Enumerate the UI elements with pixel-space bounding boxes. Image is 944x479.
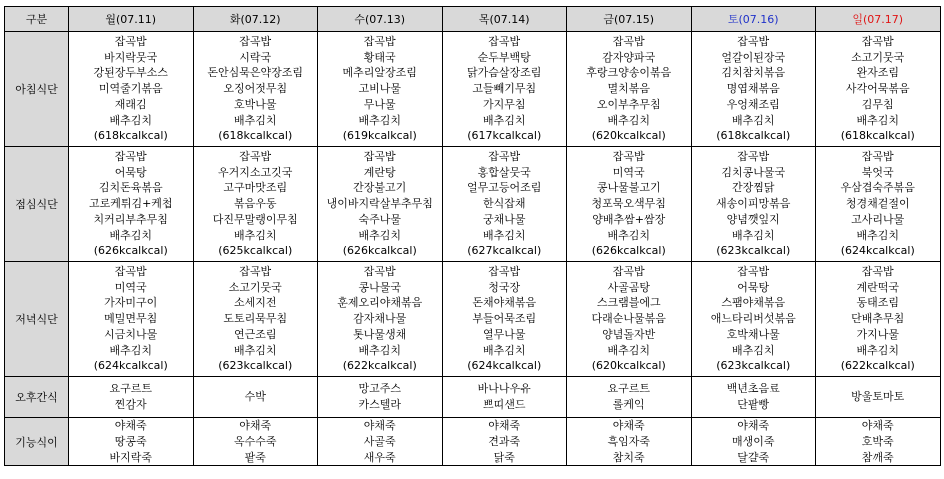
- menu-item: 야채죽: [114, 419, 147, 432]
- menu-item: (623kcalkcal): [218, 359, 293, 373]
- menu-item: 오징어젓무침: [223, 82, 288, 96]
- menu-item: 콩나물국: [358, 280, 401, 294]
- menu-item: 카스텔라: [358, 398, 401, 411]
- menu-item: 배추김치: [109, 113, 152, 127]
- menu-cell-fri: [567, 32, 692, 147]
- menu-item: (626kcalkcal): [93, 244, 168, 258]
- menu-item: 미역국: [612, 165, 645, 179]
- menu-cell-mon: [69, 262, 194, 377]
- meal-label: 저녁식단: [5, 262, 69, 377]
- menu-item: 고비나물: [358, 82, 401, 96]
- menu-item: 미역국: [114, 280, 147, 294]
- menu-item: 닭죽: [493, 450, 515, 464]
- menu-item: 야채죽: [737, 419, 770, 432]
- menu-item: 수박: [244, 390, 266, 404]
- menu-item: 도토리묵무침: [223, 312, 288, 326]
- menu-item: 배추김치: [731, 228, 775, 242]
- menu-item: 우거지소고깃국: [218, 165, 293, 179]
- menu-item: 땅콩죽: [114, 434, 147, 448]
- header-row: [5, 7, 941, 32]
- menu-item: 가자미구이: [104, 296, 158, 310]
- menu-item: 배추김치: [731, 343, 775, 357]
- menu-item: 흑임자죽: [607, 434, 650, 448]
- menu-item: 배추김치: [731, 113, 775, 127]
- menu-item: 단팥빵: [737, 398, 770, 411]
- meal-label: 오후간식: [5, 377, 69, 418]
- menu-item: 무나물: [363, 97, 396, 111]
- menu-item: 김무침: [861, 97, 894, 111]
- menu-cell-wed: [318, 262, 443, 377]
- menu-item: 바지락뭇국: [104, 50, 158, 64]
- meal-row: [5, 32, 941, 147]
- menu-item: 요구르트: [607, 382, 650, 396]
- menu-item: 스팸야채볶음: [721, 296, 786, 310]
- menu-item: 옥수수죽: [233, 434, 277, 448]
- menu-item: (619kcalkcal): [342, 129, 417, 143]
- menu-item: (622kcalkcal): [342, 359, 417, 373]
- menu-cell-sun: [816, 32, 941, 147]
- menu-item: 배추김치: [856, 113, 899, 127]
- menu-cell-tue: [193, 262, 318, 377]
- menu-item: 계란떡국: [856, 280, 899, 294]
- menu-item: 냉이바지락살부추무침: [326, 197, 433, 211]
- menu-cell-sat: [691, 32, 816, 147]
- menu-cell-tue: [193, 147, 318, 262]
- menu-item: 스크램블에그: [596, 296, 661, 310]
- menu-cell-fri: [567, 262, 692, 377]
- menu-item: 계란탕: [363, 165, 396, 179]
- menu-item: 양념돌자반: [602, 327, 656, 341]
- menu-item: 방울토마토: [851, 390, 905, 404]
- menu-item: 잡곡밥: [861, 149, 894, 163]
- menu-item: 메밀면무침: [104, 312, 158, 326]
- menu-item: 소고기뭇국: [851, 50, 905, 64]
- menu-cell-sat: [691, 147, 816, 262]
- menu-item: 견과죽: [488, 434, 521, 448]
- menu-item: 소고기뭇국: [228, 280, 282, 294]
- menu-item: 배추김치: [482, 343, 526, 357]
- menu-item: 잡곡밥: [114, 149, 147, 163]
- meal-row: [5, 377, 941, 418]
- menu-item: 어묵탕: [737, 280, 770, 294]
- menu-item: 완자조림: [856, 66, 899, 80]
- menu-item: 잡곡밥: [363, 264, 396, 278]
- menu-item: 시금치나물: [104, 327, 158, 341]
- menu-item: 요구르트: [109, 382, 152, 396]
- menu-cell-tue: [193, 418, 318, 466]
- menu-item: 간장찜닭: [731, 181, 775, 195]
- menu-item: 바나나우유: [477, 382, 531, 396]
- menu-item: 고로케튀김+케첩: [88, 197, 173, 211]
- menu-cell-wed: [318, 418, 443, 466]
- menu-item: 매생이죽: [731, 434, 775, 448]
- menu-item: 야채죽: [239, 419, 272, 432]
- menu-item: 배추김치: [482, 113, 526, 127]
- menu-item: 배추김치: [358, 343, 401, 357]
- menu-item: 감자채나물: [353, 312, 407, 326]
- meal-row: [5, 262, 941, 377]
- menu-item: 숙주나물: [358, 212, 401, 226]
- menu-item: 잡곡밥: [114, 34, 147, 48]
- menu-item: 청포묵오색무침: [591, 197, 666, 211]
- menu-item: 잡곡밥: [363, 149, 396, 163]
- menu-item: 김치참치볶음: [721, 66, 786, 80]
- menu-item: 동태조림: [856, 296, 899, 310]
- menu-item: 훈제오리야채볶음: [337, 296, 423, 310]
- menu-item: 어묵탕: [114, 165, 147, 179]
- day-header-mon: 월(07.11): [69, 7, 194, 32]
- menu-item: (624kcalkcal): [840, 244, 915, 258]
- menu-item: 새송이피망볶음: [716, 197, 791, 211]
- menu-item: 가지나물: [856, 327, 899, 341]
- menu-item: 배추김치: [607, 113, 650, 127]
- menu-item: 사각어묵볶음: [845, 82, 910, 96]
- menu-item: (617kcalkcal): [467, 129, 542, 143]
- menu-item: 잡곡밥: [861, 34, 894, 48]
- menu-item: 명엽채볶음: [726, 82, 780, 96]
- menu-item: 홍합살뭇국: [477, 165, 531, 179]
- menu-item: 미역줄기볶음: [98, 82, 163, 96]
- meal-label: 점심식단: [5, 147, 69, 262]
- meal-row: [5, 147, 941, 262]
- menu-cell-thu: [442, 147, 567, 262]
- menu-item: 배추김치: [607, 228, 650, 242]
- menu-item: 한식잡채: [482, 197, 526, 211]
- menu-item: (623kcalkcal): [716, 359, 791, 373]
- menu-item: 우삼겹숙주볶음: [840, 181, 915, 195]
- day-header-fri: 금(07.15): [567, 7, 692, 32]
- day-header-sun: 일(07.17): [816, 7, 941, 32]
- menu-cell-sun: [816, 262, 941, 377]
- menu-item: 달걀죽: [737, 450, 770, 464]
- menu-item: (618kcalkcal): [93, 129, 168, 143]
- meal-row: [5, 418, 941, 466]
- menu-item: 단배추무침: [851, 312, 905, 326]
- menu-item: 참깨죽: [861, 450, 894, 464]
- menu-item: 잡곡밥: [488, 34, 521, 48]
- menu-item: 후랑크양송이볶음: [586, 66, 672, 80]
- menu-item: 열무나물: [482, 327, 526, 341]
- day-header-tue: 화(07.12): [193, 7, 318, 32]
- menu-cell-mon: [69, 32, 194, 147]
- menu-item: 볶음우동: [233, 197, 277, 211]
- menu-item: 참치죽: [612, 450, 645, 464]
- menu-item: 찐감자: [114, 398, 147, 411]
- menu-item: (626kcalkcal): [591, 244, 666, 258]
- menu-item: 배추김치: [856, 228, 899, 242]
- corner-header: 구분: [5, 7, 69, 32]
- menu-cell-thu: [442, 418, 567, 466]
- menu-cell-wed: [318, 32, 443, 147]
- menu-item: 톳나물생채: [353, 327, 407, 341]
- menu-item: 호박채나물: [726, 327, 780, 341]
- meal-label: 기능식이: [5, 418, 69, 466]
- menu-item: 잡곡밥: [612, 264, 645, 278]
- menu-body: [5, 32, 941, 466]
- menu-cell-tue: [193, 377, 318, 418]
- menu-item: 잡곡밥: [612, 34, 645, 48]
- menu-item: 양념깻잎지: [726, 212, 780, 226]
- menu-cell-sun: [816, 377, 941, 418]
- menu-item: 잡곡밥: [612, 149, 645, 163]
- menu-item: 바지락죽: [109, 450, 152, 464]
- menu-item: 청경채겉절이: [845, 197, 910, 211]
- menu-item: (618kcalkcal): [840, 129, 915, 143]
- menu-item: 김치돈육볶음: [98, 181, 163, 195]
- menu-item: 롤케익: [612, 398, 645, 411]
- menu-item: 다진무말랭이무침: [212, 212, 298, 226]
- menu-item: 황태국: [363, 50, 396, 64]
- menu-item: 사골죽: [363, 434, 396, 448]
- menu-item: (627kcalkcal): [467, 244, 542, 258]
- menu-item: 쁘띠샌드: [482, 398, 526, 411]
- menu-item: 야채죽: [488, 419, 521, 432]
- menu-item: 우엉채조림: [726, 97, 780, 111]
- menu-cell-sun: [816, 147, 941, 262]
- menu-cell-sat: [691, 377, 816, 418]
- menu-cell-wed: [318, 377, 443, 418]
- menu-item: 애느타리버섯볶음: [710, 312, 796, 326]
- menu-item: 고사리나물: [851, 212, 905, 226]
- menu-item: 호박나물: [233, 97, 277, 111]
- menu-cell-thu: [442, 377, 567, 418]
- menu-item: 시락국: [239, 50, 272, 64]
- menu-item: (624kcalkcal): [467, 359, 542, 373]
- menu-cell-thu: [442, 32, 567, 147]
- menu-item: 잡곡밥: [861, 264, 894, 278]
- menu-item: 야채죽: [363, 419, 396, 432]
- menu-item: 닭가슴살장조림: [467, 66, 542, 80]
- menu-item: (620kcalkcal): [591, 359, 666, 373]
- menu-item: 부들어묵조림: [472, 312, 537, 326]
- menu-item: 호박죽: [861, 434, 894, 448]
- menu-item: 궁채나물: [482, 212, 526, 226]
- menu-cell-mon: [69, 377, 194, 418]
- menu-item: 치커리부추무침: [93, 212, 168, 226]
- menu-item: 백년초음료: [726, 382, 780, 396]
- menu-item: 배추김치: [856, 343, 899, 357]
- weekly-menu-table: [4, 6, 941, 466]
- menu-item: 콩나물불고기: [596, 181, 661, 195]
- menu-cell-sun: [816, 418, 941, 466]
- menu-item: 메추리알장조림: [342, 66, 417, 80]
- menu-item: 새우죽: [363, 450, 396, 464]
- menu-item: 잡곡밥: [239, 264, 272, 278]
- day-header-thu: 목(07.14): [442, 7, 567, 32]
- menu-item: 배추김치: [109, 228, 152, 242]
- menu-item: 잡곡밥: [737, 34, 770, 48]
- menu-item: 팥죽: [244, 450, 266, 464]
- menu-item: 잡곡밥: [488, 149, 521, 163]
- menu-item: 순두부백탕: [477, 50, 531, 64]
- menu-item: 배추김치: [607, 343, 650, 357]
- menu-item: 배추김치: [233, 113, 277, 127]
- menu-item: (626kcalkcal): [342, 244, 417, 258]
- menu-cell-sat: [691, 262, 816, 377]
- menu-cell-mon: [69, 418, 194, 466]
- menu-item: 북엇국: [861, 165, 894, 179]
- menu-item: 고구마맛조림: [223, 181, 288, 195]
- menu-item: 감자양파국: [602, 50, 656, 64]
- meal-label: 아침식단: [5, 32, 69, 147]
- menu-item: 얼갈이된장국: [721, 50, 786, 64]
- menu-cell-mon: [69, 147, 194, 262]
- menu-item: 양배추쌈+쌈장: [592, 212, 666, 226]
- menu-item: 잡곡밥: [363, 34, 396, 48]
- menu-item: 사골곰탕: [607, 280, 650, 294]
- menu-item: 돈채야채볶음: [472, 296, 537, 310]
- menu-cell-wed: [318, 147, 443, 262]
- menu-item: (618kcalkcal): [218, 129, 293, 143]
- menu-item: 오이부추무침: [596, 97, 661, 111]
- menu-item: 배추김치: [233, 228, 277, 242]
- menu-item: 잡곡밥: [239, 149, 272, 163]
- menu-cell-fri: [567, 418, 692, 466]
- menu-item: 고들빼기무침: [472, 82, 537, 96]
- menu-item: (618kcalkcal): [716, 129, 791, 143]
- day-header-sat: 토(07.16): [691, 7, 816, 32]
- menu-cell-fri: [567, 147, 692, 262]
- menu-item: 소세지전: [233, 296, 277, 310]
- menu-item: 강된장두부소스: [93, 66, 168, 80]
- menu-item: 잡곡밥: [737, 149, 770, 163]
- menu-cell-fri: [567, 377, 692, 418]
- menu-item: 배추김치: [109, 343, 152, 357]
- menu-item: (622kcalkcal): [840, 359, 915, 373]
- menu-item: 잡곡밥: [114, 264, 147, 278]
- menu-item: 배추김치: [233, 343, 277, 357]
- menu-item: (620kcalkcal): [591, 129, 666, 143]
- menu-item: 배추김치: [358, 228, 401, 242]
- menu-cell-thu: [442, 262, 567, 377]
- menu-item: 잡곡밥: [737, 264, 770, 278]
- menu-item: 망고주스: [358, 382, 401, 396]
- menu-item: 돈안심묵은약장조림: [207, 66, 304, 80]
- menu-item: 가지무침: [482, 97, 526, 111]
- menu-item: 재래김: [114, 97, 147, 111]
- menu-item: 청국장: [488, 280, 521, 294]
- day-header-wed: 수(07.13): [318, 7, 443, 32]
- menu-item: 배추김치: [358, 113, 401, 127]
- menu-item: 다래순나물볶음: [591, 312, 666, 326]
- menu-cell-tue: [193, 32, 318, 147]
- menu-item: 야채죽: [861, 419, 894, 432]
- menu-item: 잡곡밥: [239, 34, 272, 48]
- menu-item: 멸치볶음: [607, 82, 650, 96]
- menu-cell-sat: [691, 418, 816, 466]
- menu-item: 잡곡밥: [488, 264, 521, 278]
- menu-item: 야채죽: [612, 419, 645, 432]
- menu-item: (624kcalkcal): [93, 359, 168, 373]
- menu-item: 간장불고기: [353, 181, 407, 195]
- menu-item: 배추김치: [482, 228, 526, 242]
- menu-item: 김치콩나물국: [721, 165, 786, 179]
- menu-item: (625kcalkcal): [218, 244, 293, 258]
- menu-item: (623kcalkcal): [716, 244, 791, 258]
- menu-item: 연근조림: [233, 327, 277, 341]
- menu-item: 얼무고등어조림: [467, 181, 542, 195]
